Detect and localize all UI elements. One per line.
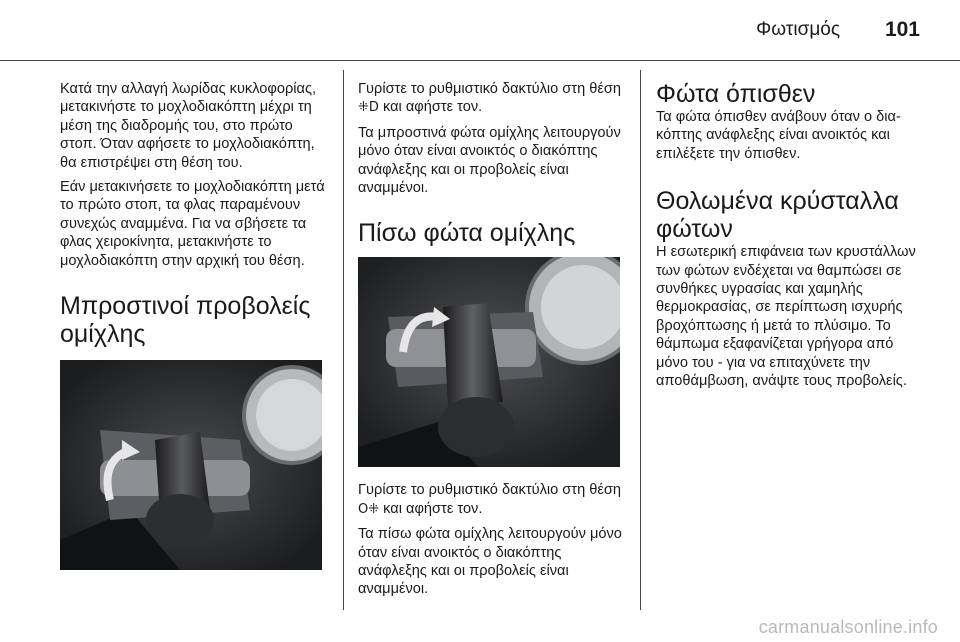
rear-fog-light-symbol-icon: O⁜ bbox=[358, 501, 380, 517]
column-1 bbox=[60, 80, 328, 570]
paragraph: Γυρίστε το ρυθμιστικό δακτύλιο στη θέση O⁜ και αφήστε τον. bbox=[358, 482, 621, 517]
section-heading: Μπροστινοί προβολείς ομίχλης bbox=[60, 292, 311, 349]
section-heading: Θολωμένα κρύσταλλα φώτων bbox=[656, 187, 899, 244]
front-fog-switch-illustration bbox=[60, 360, 322, 570]
page-number: 101 bbox=[884, 18, 920, 41]
paragraph: Εάν μετακινήσετε το μοχλοδιακόπτη μετά το πρώτο στοπ, τα φλας παραμένουν συνεχώς αναμμένα. Για να σβήσετε τα φλας χειροκίνητα, μετακινήστε το μοχλοδιακόπτη στην αρχική του θέση. bbox=[60, 179, 325, 269]
page-header bbox=[0, 0, 960, 61]
paragraph: Τα φώτα όπισθεν ανάβουν όταν ο διακόπτης ανάφλεξης είναι ανοικτός και επιλέξετε την όπισθεν. bbox=[656, 109, 901, 162]
front-fog-light-symbol-icon: ⁜D bbox=[358, 100, 379, 116]
section-title: Φωτισμός bbox=[756, 19, 840, 40]
paragraph: Γυρίστε το ρυθμιστικό δακτύλιο στη θέση ⁜D και αφήστε τον. bbox=[358, 81, 621, 116]
section-heading: Πίσω φώτα ομίχλης bbox=[358, 219, 576, 248]
paragraph: Κατά την αλλαγή λωρίδας κυκλοφορίας, μετακινήστε το μοχλοδιακόπτη μέχρι τη μέση της διαδρομής του, στο πρώτο στοπ. Όταν αφήσετε το μοχλοδιακόπτη, θα επιστρέψει στη θέση του. bbox=[60, 81, 317, 171]
column-divider bbox=[343, 70, 344, 610]
paragraph: Τα πίσω φώτα ομίχλης λειτουργούν μόνο όταν είναι ανοικτός ο διακόπτης ανάφλεξης και οι προβολείς είναι αναμμένοι. bbox=[358, 526, 622, 598]
column-2 bbox=[358, 80, 626, 605]
watermark: carmanualsonline.info bbox=[758, 617, 938, 637]
section-heading: Φώτα όπισθεν bbox=[656, 80, 816, 108]
column-3 bbox=[656, 80, 928, 396]
rear-fog-switch-illustration bbox=[358, 257, 620, 467]
paragraph: Η εσωτερική επιφάνεια των κρυστάλλων των φώτων ενδέχεται να θαμπώσει σε συνθήκες υγρασίας και χαμηλής θερμοκρασίας, σε περίπτωση ισχυρής βροχόπτωσης ή μετά το πλύσιμο. Το θάμπωμα εξαφανίζεται γρήγορα από μόνο του - για να επιταχύνετε την αποθάμβωση, ανάψτε τους προβολείς. bbox=[656, 244, 916, 390]
paragraph: Τα μπροστινά φώτα ομίχλης λειτουργούν μόνο όταν είναι ανοικτός ο διακόπτης ανάφλεξης και οι προβολείς είναι αναμμένοι. bbox=[358, 124, 621, 197]
column-divider bbox=[640, 70, 641, 610]
